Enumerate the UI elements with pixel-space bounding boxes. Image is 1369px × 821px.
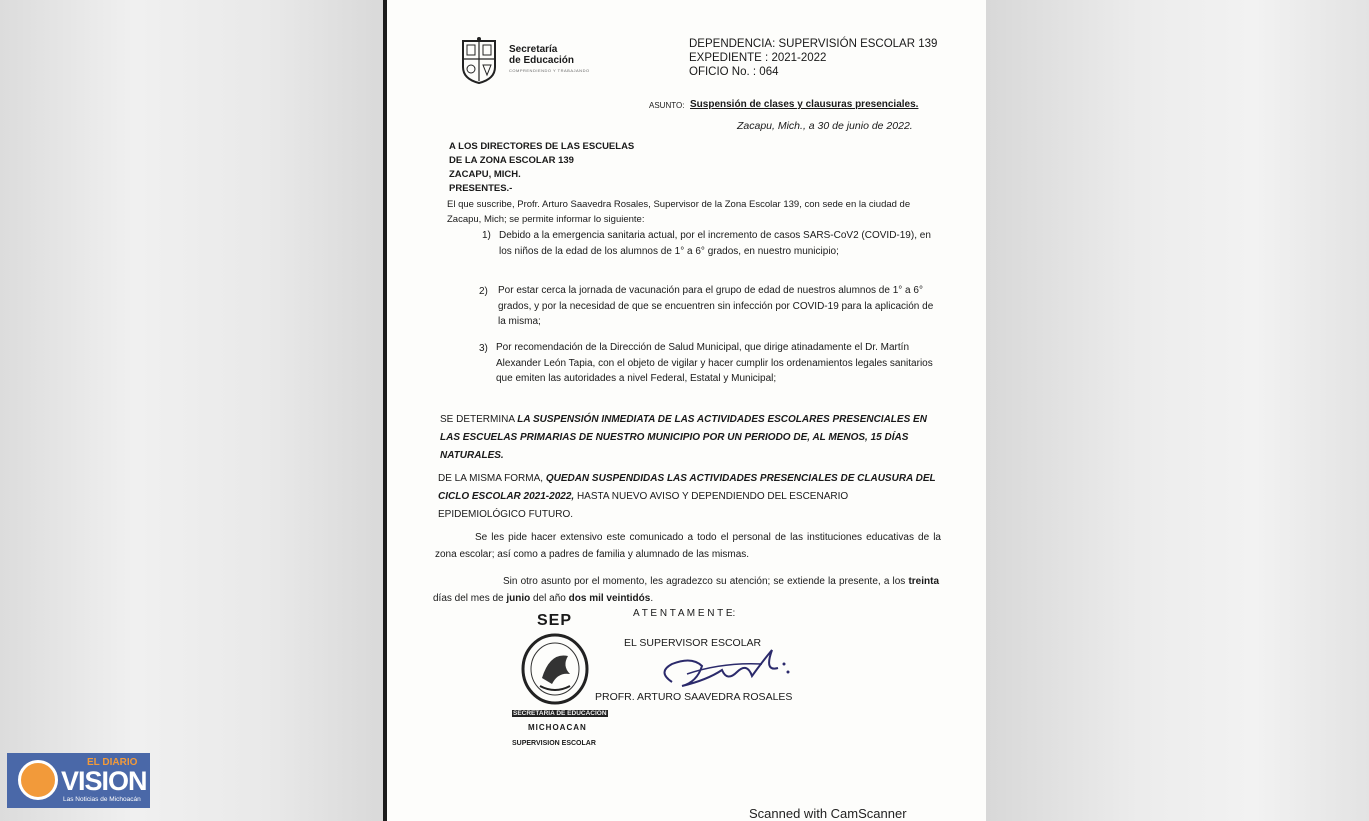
determina-lead: SE DETERMINA	[440, 414, 518, 425]
determina-paragraph	[440, 411, 940, 465]
closing-bold: dos mil veintidós	[568, 593, 651, 604]
closing-paragraph	[433, 573, 939, 607]
address-line: ZACAPU, MICH.	[449, 169, 521, 180]
logo-tagline: Las Noticias de Michoacán	[63, 796, 141, 803]
signature-icon	[652, 642, 797, 697]
signer-name: PROFR. ARTURO SAAVEDRA ROSALES	[595, 691, 793, 703]
logo-small-text: EL DIARIO	[87, 757, 138, 768]
determina-bold: LA SUSPENSIÓN INMEDIATA DE LAS ACTIVIDADES ESCOLARES PRESENCIALES EN LAS ESCUELAS PRIMARIAS DE NUESTRO MUNICIPIO POR UN PERIODO DE, AL MENOS, 15 DÍAS NATURALES.	[440, 414, 927, 461]
stamp-line3: SUPERVISION ESCOLAR	[512, 740, 596, 747]
header-value: 2021-2022	[771, 52, 827, 64]
asunto-value: Suspensión de clases y clausuras presenciales.	[690, 99, 919, 110]
address-line: DE LA ZONA ESCOLAR 139	[449, 155, 574, 166]
header-value: SUPERVISIÓN ESCOLAR 139	[778, 38, 938, 50]
logo-circle-icon	[18, 760, 58, 800]
closing-text: Sin otro asunto por el momento, les agradezco su atención; se extiende la presente, a los	[503, 576, 909, 587]
item-number: 3)	[479, 343, 488, 354]
header-label: EXPEDIENTE :	[689, 52, 769, 64]
state-emblem-icon	[459, 37, 499, 85]
closing-text: días del mes de	[433, 593, 507, 604]
mexico-seal-icon	[520, 632, 590, 706]
item-number: 1)	[482, 230, 491, 241]
closing-text: del año	[530, 593, 569, 604]
misma-forma-tail: HASTA NUEVO AVISO Y DEPENDIENDO DEL ESCENARIO EPIDEMIOLÓGICO FUTURO.	[438, 491, 849, 520]
header-label: DEPENDENCIA:	[689, 38, 776, 50]
stamp-sep: SEP	[537, 612, 573, 629]
header-field-expediente	[689, 51, 826, 65]
background-right	[986, 0, 1369, 821]
misma-forma-lead: DE LA MISMA FORMA,	[438, 473, 546, 484]
closing-bold: treinta	[908, 576, 939, 587]
document-date: Zacapu, Mich., a 30 de junio de 2022.	[737, 120, 913, 132]
atentamente: A T E N T A M E N T E:	[633, 608, 736, 619]
logo-big-text: VISION	[61, 766, 147, 796]
camscanner-footer: Scanned with CamScanner	[749, 806, 907, 821]
letterhead-tagline: COMPRENDIENDO Y TRABAJANDO	[509, 68, 590, 73]
closing-text: .	[650, 593, 654, 604]
letterhead-org-line1: Secretaría	[509, 44, 558, 55]
header-value: 064	[759, 66, 779, 78]
asunto-label: ASUNTO:	[649, 101, 685, 110]
misma-forma-bold: QUEDAN SUSPENDIDAS LAS ACTIVIDADES PRESENCIALES DE CLAUSURA DEL CICLO ESCOLAR 2021-2022,	[438, 473, 936, 502]
el-diario-vision-logo	[7, 753, 150, 808]
item-text: Por recomendación de la Dirección de Salud Municipal, que dirige atinadamente el Dr. Martín Alexander León Tapia, con el objeto de vigilar y hacer cumplir los ordenamientos legales sanitarios que emiten las autoridades a nivel Federal, Estatal y Municipal;	[496, 342, 933, 384]
extensivo-paragraph: Se les pide hacer extensivo este comunicado a todo el personal de las instituciones educativas de la zona escolar; así como a padres de familia y alumnado de las mismas.	[435, 532, 941, 560]
closing-bold: junio	[506, 593, 531, 604]
header-field-dependencia	[689, 37, 937, 51]
header-field-oficio	[689, 65, 778, 79]
misma-forma-paragraph	[438, 470, 938, 524]
item-number: 2)	[479, 286, 488, 297]
stamp-line1: SECRETARIA DE EDUCACION	[513, 710, 607, 717]
item-text: Debido a la emergencia sanitaria actual, por el incremento de casos SARS-CoV2 (COVID-19), en los niños de la edad de los alumnos de 1° a 6° grados, en nuestro municipio;	[499, 230, 931, 257]
signer-title: EL SUPERVISOR ESCOLAR	[624, 637, 762, 649]
letterhead-org	[509, 44, 574, 66]
document-page	[383, 0, 986, 821]
background-left	[0, 0, 383, 821]
official-stamp	[512, 612, 607, 762]
address-line: A LOS DIRECTORES DE LAS ESCUELAS	[449, 141, 635, 152]
letterhead-org-line2: de Educación	[509, 55, 575, 66]
item-text: Por estar cerca la jornada de vacunación para el grupo de edad de nuestros alumnos de 1° a 6° grados, y por la necesidad de que se encuentren sin infección por COVID-19 para la aplicación de la misma;	[498, 285, 934, 327]
header-label: OFICIO No. :	[689, 66, 757, 78]
address-line: PRESENTES.-	[449, 183, 513, 194]
stamp-line2: MICHOACAN	[528, 723, 587, 732]
intro-paragraph: El que suscribe, Profr. Arturo Saavedra Rosales, Supervisor de la Zona Escolar 139, con sede en la ciudad de Zacapu, Mich; se permite informar lo siguiente:	[447, 199, 911, 225]
